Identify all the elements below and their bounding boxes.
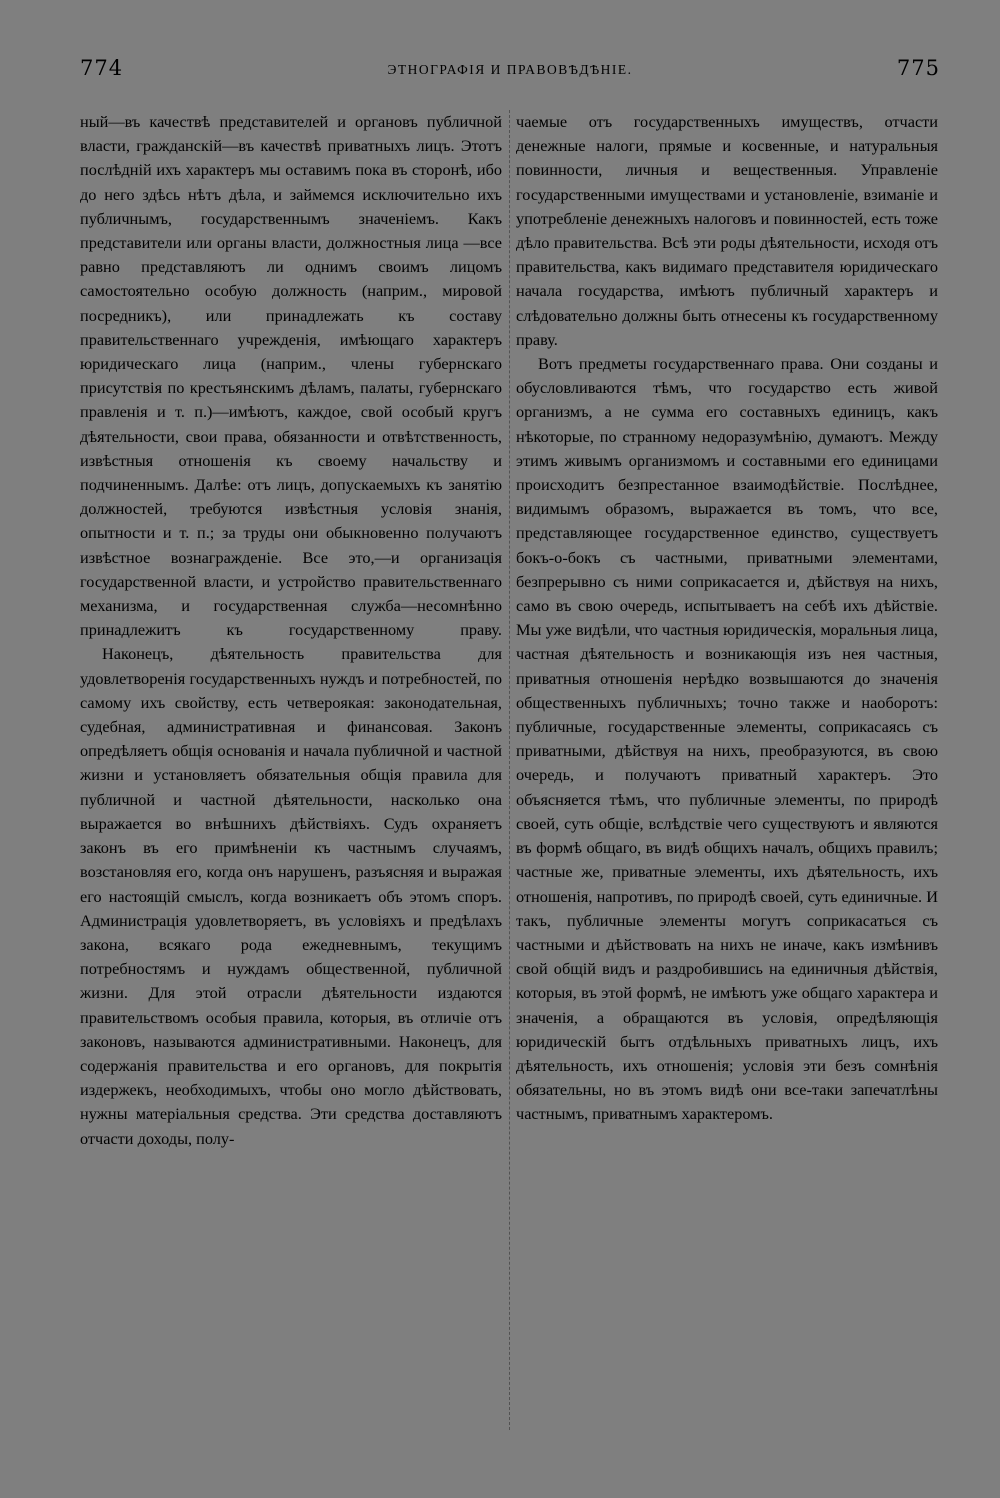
left-column bbox=[80, 110, 502, 1440]
running-title: ЭТНОГРАФІЯ И ПРАВОВѢДѢНІЕ. bbox=[387, 62, 633, 77]
page-number-left: 774 bbox=[80, 56, 124, 80]
right-column bbox=[516, 110, 938, 1440]
right-paragraph-1: чаемые отъ государственныхъ имуществъ, отчасти денежные налоги, прямые и косвенные, и натуральныя повинности, личныя и вещественныя. Управленіе государственными имуществами и установленіе, взиманіе и употребленіе денежныхъ налоговъ и повинностей, есть тоже дѣло правительства. Всѣ эти роды дѣятельности, исходя отъ правительства, какъ видимаго представителя юридическаго начала государства, имѣютъ публичный характеръ и слѣдовательно должны быть отнесены къ государственному праву. bbox=[516, 112, 938, 349]
right-paragraph-2: Вотъ предметы государственнаго права. Они созданы и обусловливаются тѣмъ, что государство есть живой организмъ, а не сумма его составныхъ единицъ, какъ нѣкоторые, по странному недоразумѣнію, думаютъ. Между этимъ живымъ организмомъ и составными его единицами происходитъ безпрестанное взаимодѣйствіе. Послѣднее, видимымъ образомъ, выражается въ томъ, что все, представляющее государственное единство, существуетъ бокъ-о-бокъ съ частными, приватными элементами, безпрерывно съ ними соприкасается и, дѣйствуя на нихъ, само въ свою очередь, испытываетъ на себѣ ихъ дѣйствіе. Мы уже видѣли, что частныя юридическія, моральныя лица, частная дѣятельность и возникающія изъ нея частныя, приватныя отношенія нерѣдко возвышаются до значенія общественныхъ публичныхъ; точно также и наоборотъ: публичные, государственные элементы, соприкасаясь съ приватными, дѣйствуя на нихъ, преобразуются, въ свою очередь, и получаютъ приватный характеръ. Это объясняется тѣмъ, что публичные элементы, по природѣ своей, суть общіе, вслѣдствіе чего существуютъ и являются въ формѣ общаго, въ видѣ общихъ началъ, общихъ правилъ; частные же, приватные элементы, ихъ дѣятельность, ихъ отношенія, напротивъ, по природѣ своей, суть единичные. И такъ, публичные элементы могутъ соприкасаться съ частными и дѣйствовать на нихъ не иначе, какъ измѣнивъ свой общій видъ и раздробившись на единичныя дѣйствія, которыя, въ этой формѣ, не имѣютъ уже общаго характера и значенія, а обращаются въ условія, опредѣляющія юридическій бытъ отдѣльныхъ приватныхъ лицъ, ихъ дѣятельность, ихъ отношенія; условія эти безъ сомнѣнія обязательны, но въ этомъ видѣ они все-таки запечатлѣны частнымъ, приватнымъ характеромъ. bbox=[516, 354, 938, 1124]
page-number-right: 775 bbox=[896, 56, 940, 80]
text-columns bbox=[80, 110, 938, 1440]
left-paragraph-2: Наконецъ, дѣятельность правительства для удовлетворенія государственныхъ нуждъ и потребностей, по самому ихъ свойству, есть четверoякая: законодательная, судебная, административная и финансовая. Законъ опредѣляетъ общія основанія и начала публичной и частной жизни и установляетъ обязательныя общія правила для публичной и частной дѣятельности, насколько она выражается во внѣшнихъ дѣйствіяхъ. Судъ охраняетъ законъ въ его примѣненіи къ частнымъ случаямъ, возстановляя его, когда онъ нарушенъ, разъясняя и выражая его настоящій смыслъ, когда возникаетъ объ этомъ споръ. Администрація удовлетворяетъ, въ условіяхъ и предѣлахъ закона, всякаго рода ежедневнымъ, текущимъ потребностямъ и нуждамъ общественной, публичной жизни. Для этой отрасли дѣятельности издаются правительствомъ особыя правила, которыя, въ отличіе отъ законовъ, называются административными. Наконецъ, для содержанія правительства и его органовъ, для покрытія издержекъ, необходимыхъ, чтобы оно могло дѣйствовать, нужны матеріальныя средства. Эти средства доставляютъ отчасти доходы, полу- bbox=[80, 644, 502, 1148]
column-divider bbox=[509, 110, 510, 1430]
page-header bbox=[80, 56, 940, 92]
left-paragraph-1: ный—въ качествѣ представителей и органовъ публичной власти, гражданскій—въ качествѣ приватныхъ лицъ. Этотъ послѣдній ихъ характеръ мы оставимъ пока въ сторонѣ, ибо до него здѣсь нѣтъ дѣла, и займемся исключительно ихъ публичнымъ, государственнымъ значеніемъ. Какъ представители или органы власти, должностныя лица —все равно представляютъ ли однимъ своимъ лицомъ самостоятельно особую должность (наприм., мировой посредникъ), или принадлежать къ составу правительственнаго учрежденія, имѣющаго характеръ юридическаго лица (наприм., члены губернскаго присутствія по крестьянскимъ дѣламъ, палаты, губернскаго правленія и т. п.)—имѣютъ, каждое, свой особый кругъ дѣятельности, свои права, обязанности и отвѣтственность, извѣстныя отношенія къ своему начальству и подчиненнымъ. Далѣе: отъ лицъ, допускаемыхъ къ занятію должностей, требуются извѣстныя условія знанія, опытности и т. п.; за труды они обыкновенно получаютъ извѣстное вознагражденіе. Все это,—и организація государственной власти, и устройство правительственнаго механизма, и государственная служба—несомнѣнно принадлежитъ къ государственному праву. bbox=[80, 112, 502, 640]
